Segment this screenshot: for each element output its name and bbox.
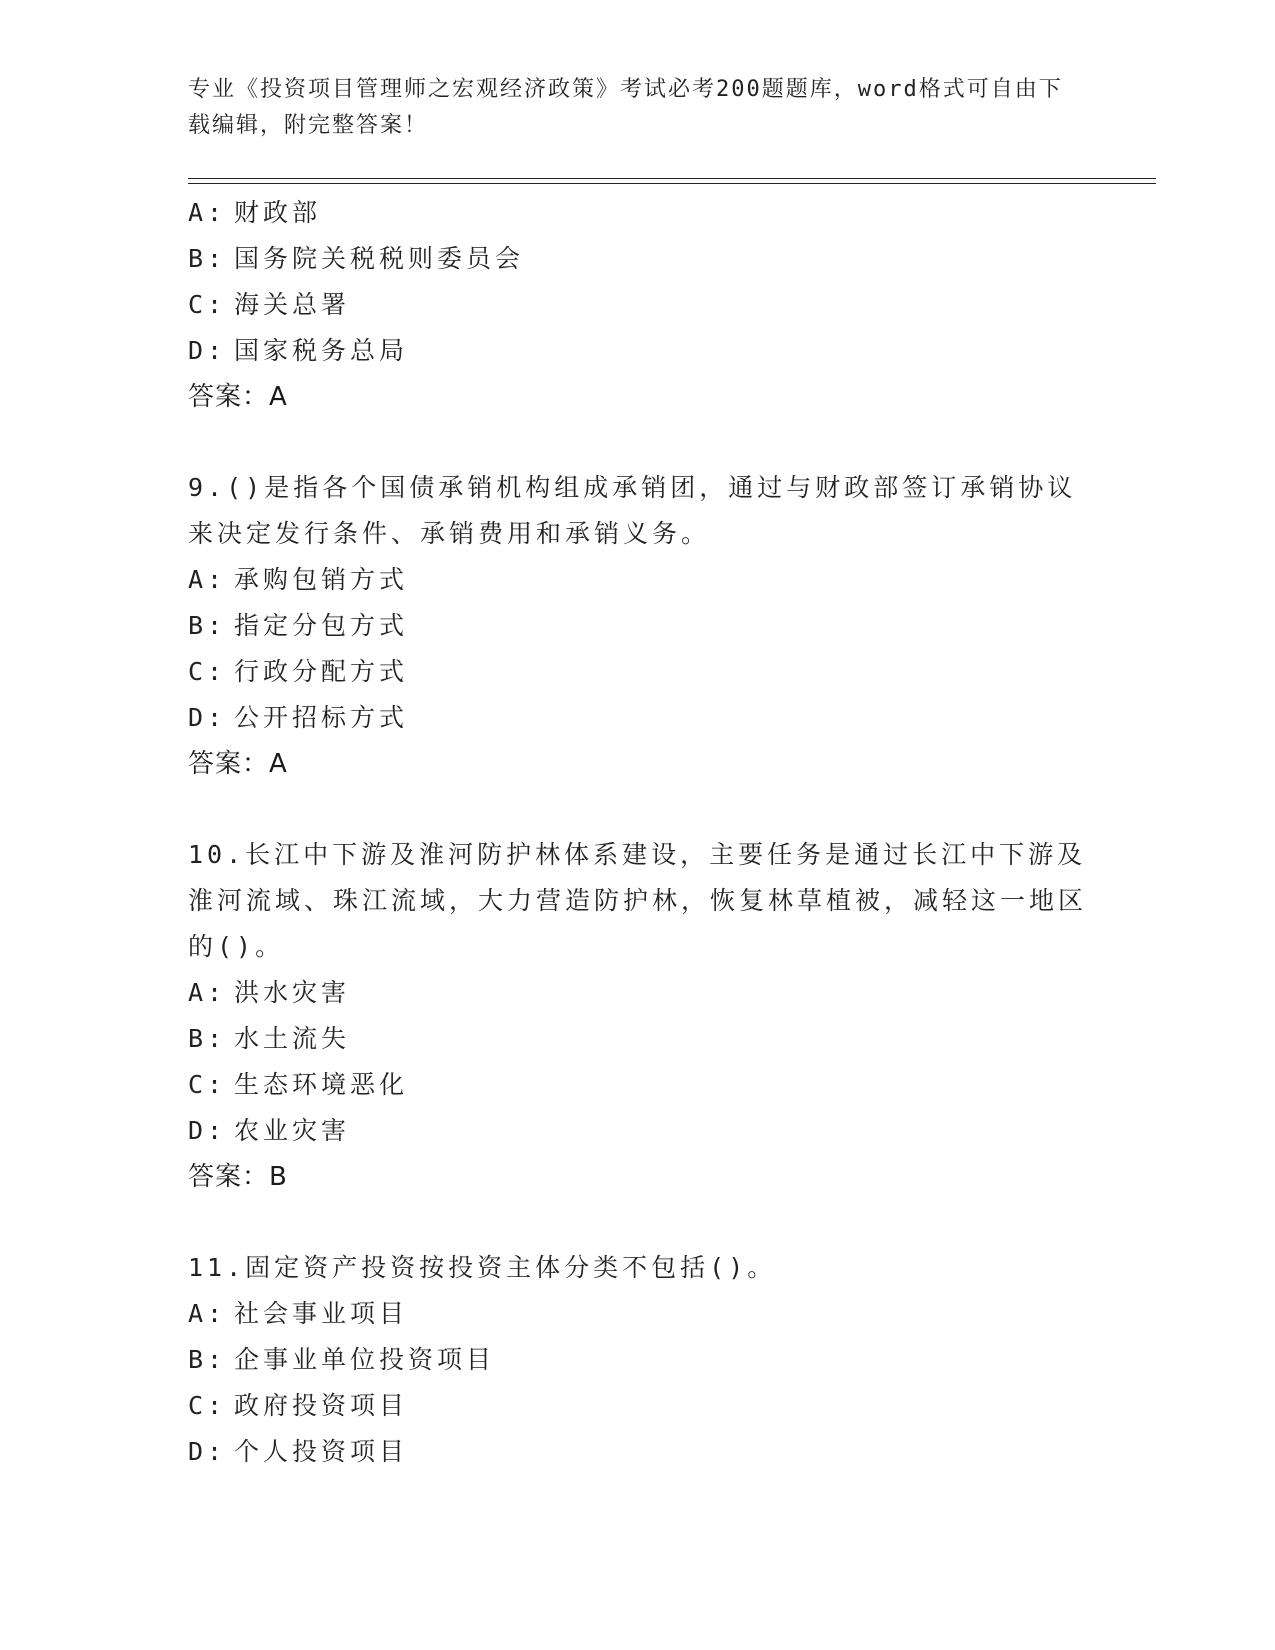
answer-line: 答案：A	[188, 382, 288, 412]
option-letter: C:	[188, 1391, 227, 1420]
option-d	[188, 328, 1088, 374]
option-a	[188, 1291, 1088, 1337]
question-11	[188, 1245, 1088, 1475]
option-a	[188, 557, 1088, 603]
option-b	[188, 603, 1088, 649]
option-b	[188, 1016, 1088, 1062]
question-text: 9.()是指各个国债承销机构组成承销团，通过与财政部签订承销协议来决定发行条件、承销费用和承销义务。	[188, 473, 1077, 548]
option-letter: B:	[188, 611, 227, 640]
option-a	[188, 190, 1088, 236]
document-header: 专业《投资项目管理师之宏观经济政策》考试必考200题题库，word格式可自由下载编辑，附完整答案！	[188, 77, 1063, 138]
option-text: 水土流失	[234, 1024, 351, 1053]
question-text: 10.长江中下游及淮河防护林体系建设，主要任务是通过长江中下游及淮河流域、珠江流域，大力营造防护林，恢复林草植被，减轻这一地区的()。	[188, 840, 1088, 961]
option-text: 农业灾害	[234, 1116, 351, 1145]
option-letter: C:	[188, 290, 227, 319]
question-10	[188, 832, 1088, 1200]
option-letter: D:	[188, 703, 227, 732]
header-rule-top	[188, 178, 1156, 179]
option-letter: A:	[188, 565, 227, 594]
option-text: 个人投资项目	[234, 1437, 409, 1466]
option-text: 承购包销方式	[234, 565, 409, 594]
question-list	[188, 190, 1088, 1475]
option-text: 财政部	[234, 198, 322, 227]
answer-line: 答案：A	[188, 749, 288, 779]
option-letter: D:	[188, 1437, 227, 1466]
option-d	[188, 1108, 1088, 1154]
option-letter: C:	[188, 1070, 227, 1099]
option-text: 国家税务总局	[234, 336, 409, 365]
option-text: 国务院关税税则委员会	[234, 244, 525, 273]
option-letter: A:	[188, 978, 227, 1007]
option-text: 公开招标方式	[234, 703, 409, 732]
option-letter: A:	[188, 198, 227, 227]
header-rule-bottom	[188, 183, 1156, 184]
option-letter: B:	[188, 1345, 227, 1374]
option-text: 生态环境恶化	[234, 1070, 409, 1099]
option-d	[188, 1429, 1088, 1475]
option-b	[188, 1337, 1088, 1383]
option-text: 行政分配方式	[234, 657, 409, 686]
option-d	[188, 695, 1088, 741]
option-letter: B:	[188, 244, 227, 273]
option-a	[188, 970, 1088, 1016]
option-c	[188, 1062, 1088, 1108]
option-c	[188, 1383, 1088, 1429]
option-text: 政府投资项目	[234, 1391, 409, 1420]
option-letter: D:	[188, 1116, 227, 1145]
option-b	[188, 236, 1088, 282]
option-c	[188, 282, 1088, 328]
option-text: 海关总署	[234, 290, 351, 319]
question-9	[188, 465, 1088, 787]
option-text: 指定分包方式	[234, 611, 409, 640]
question-text: 11.固定资产投资按投资主体分类不包括()。	[188, 1253, 777, 1282]
answer-line: 答案：B	[188, 1162, 288, 1192]
option-letter: D:	[188, 336, 227, 365]
option-c	[188, 649, 1088, 695]
question-8	[188, 190, 1088, 420]
option-text: 社会事业项目	[234, 1299, 409, 1328]
option-letter: C:	[188, 657, 227, 686]
option-text: 企事业单位投资项目	[234, 1345, 496, 1374]
option-letter: B:	[188, 1024, 227, 1053]
option-letter: A:	[188, 1299, 227, 1328]
option-text: 洪水灾害	[234, 978, 351, 1007]
